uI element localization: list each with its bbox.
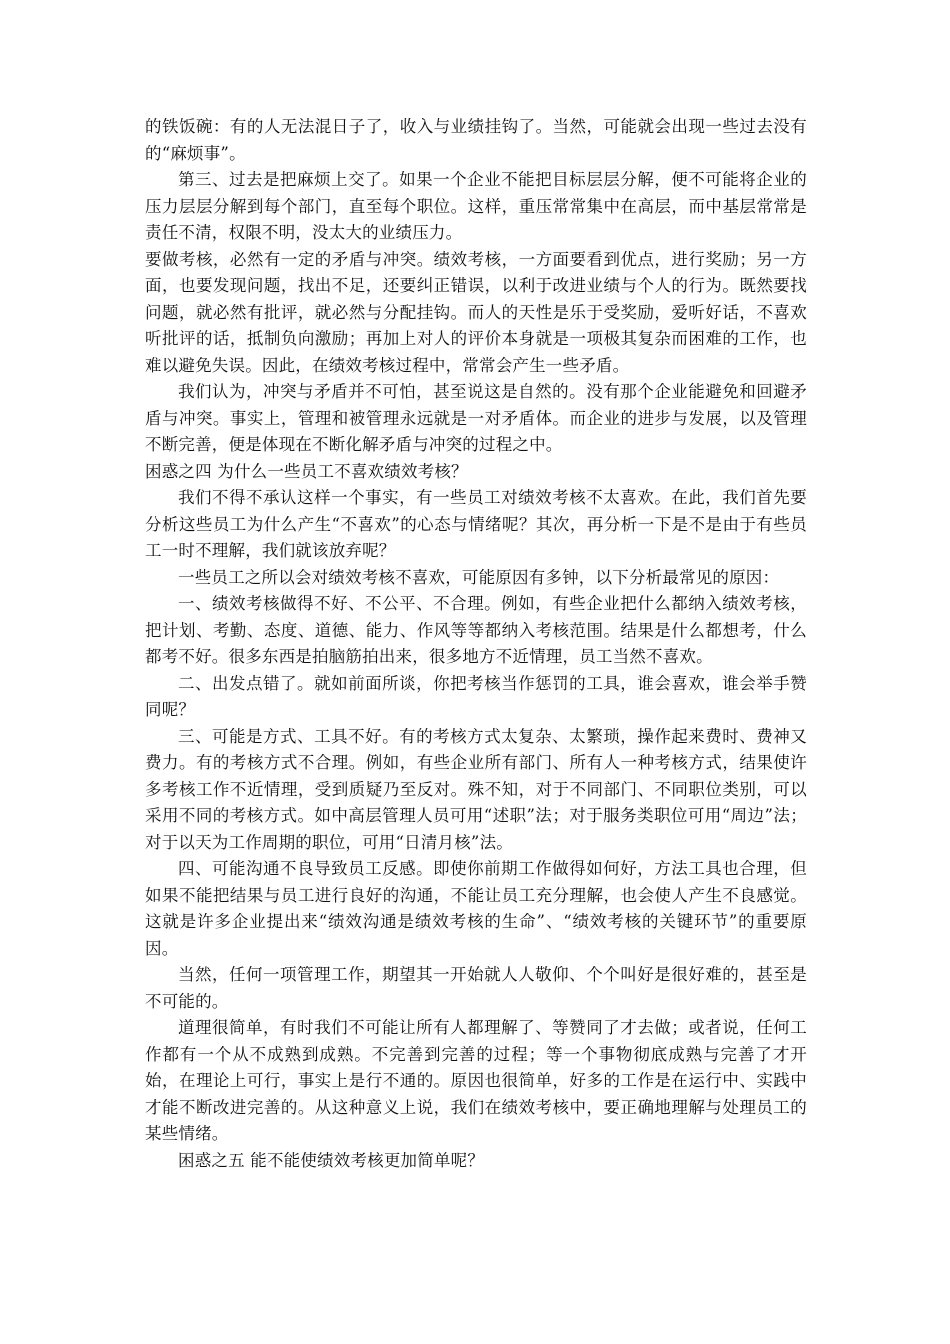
paragraph-of-course: 当然，任何一项管理工作，期望其一开始就人人敬仰、个个叫好是很好难的，甚至是不可能的。 bbox=[145, 965, 807, 1011]
paragraph-third-point: 第三、过去是把麻烦上交了。如果一个企业不能把目标层层分解，便不可能将企业的压力层层分解到每个部门，直至每个职位。这样，重压常常集中在高层，而中基层常常是责任不清，权限不明，没太大的业绩压力。 bbox=[145, 170, 807, 242]
paragraph-reason-one: 一、绩效考核做得不好、不公平、不合理。例如，有些企业把什么都纳入绩效考核，把计划、考勤、态度、道德、能力、作风等等都纳入考核范围。结果是什么都想考，什么都考不好。很多东西是拍脑筋拍出来，很多地方不近情理，员工当然不喜欢。 bbox=[145, 594, 807, 666]
paragraph-reasons-intro: 一些员工之所以会对绩效考核不喜欢，可能原因有多钟，以下分析最常见的原因： bbox=[178, 567, 780, 587]
paragraph-simple-reason: 道理很简单，有时我们不可能让所有人都理解了、等赞同了才去做；或者说，任何工作都有一个从不成熟到成熟。不完善到完善的过程；等一个事物彻底成熟与完善了才开始，在理论上可行，事实上是行不通的。原因也很简单，好多的工作是在运行中、实践中才能不断改进完善的。从这种意义上说，我们在绩效考核中，要正确地理解与处理员工的某些情绪。 bbox=[145, 1018, 807, 1143]
paragraph-continuation: 的铁饭碗：有的人无法混日子了，收入与业绩挂钩了。当然，可能就会出现一些过去没有的“麻烦事”。 bbox=[145, 117, 807, 163]
paragraph-reason-three: 三、可能是方式、工具不好。有的考核方式太复杂、太繁琐，操作起来费时、费神又费力。有的考核方式不合理。例如，有些企业所有部门、所有人一种考核方式，结果使许多考核工作不近情理，受到质疑乃至反对。殊不知，对于不同部门、不同职位类别，可以采用不同的考核方式。如中高层管理人员可用“述职”法；对于服务类职位可用“周边”法；对于以天为工作周期的职位，可用“日清月核”法。 bbox=[145, 726, 807, 852]
paragraph-reason-four: 四、可能沟通不良导致员工反感。即使你前期工作做得如何好，方法工具也合理，但如果不能把结果与员工进行良好的沟通，不能让员工充分理解，也会使人产生不良感觉。这就是许多企业提出来“绩效沟通是绩效考核的生命”、“绩效考核的关键环节”的重要原因。 bbox=[145, 859, 807, 958]
paragraph-conflict: 要做考核，必然有一定的矛盾与冲突。绩效考核，一方面要看到优点，进行奖励；另一方面，也要发现问题，找出不足，还要纠正错误，以利于改进业绩与个人的行为。既然要找问题，就必然有批评，就必然与分配挂钩。而人的天性是乐于受奖励，爱听好话，不喜欢听批评的话，抵制负向激励；再加上对人的评价本身就是一项极其复杂而困难的工作，也难以避免失误。因此，在绩效考核过程中，常常会产生一些矛盾。 bbox=[145, 249, 807, 375]
section-heading-puzzle-five: 困惑之五 能不能使绩效考核更加简单呢？ bbox=[178, 1150, 485, 1170]
paragraph-reason-two: 二、出发点错了。就如前面所谈，你把考核当作惩罚的工具，谁会喜欢，谁会举手赞同呢？ bbox=[145, 673, 807, 719]
paragraph-our-view: 我们认为，冲突与矛盾并不可怕，甚至说这是自然的。没有那个企业能避免和回避矛盾与冲突。事实上，管理和被管理永远就是一对矛盾体。而企业的进步与发展，以及管理不断完善，便是体现在不断化解矛盾与冲突的过程之中。 bbox=[145, 382, 807, 454]
paragraph-admit-fact: 我们不得不承认这样一个事实，有一些员工对绩效考核不太喜欢。在此，我们首先要分析这些员工为什么产生“不喜欢”的心态与情绪呢？其次，再分析一下是不是由于有些员工一时不理解，我们就该放弃呢？ bbox=[145, 488, 807, 560]
document-body bbox=[145, 114, 807, 1174]
section-heading-puzzle-four: 困惑之四 为什么一些员工不喜欢绩效考核？ bbox=[145, 461, 468, 481]
